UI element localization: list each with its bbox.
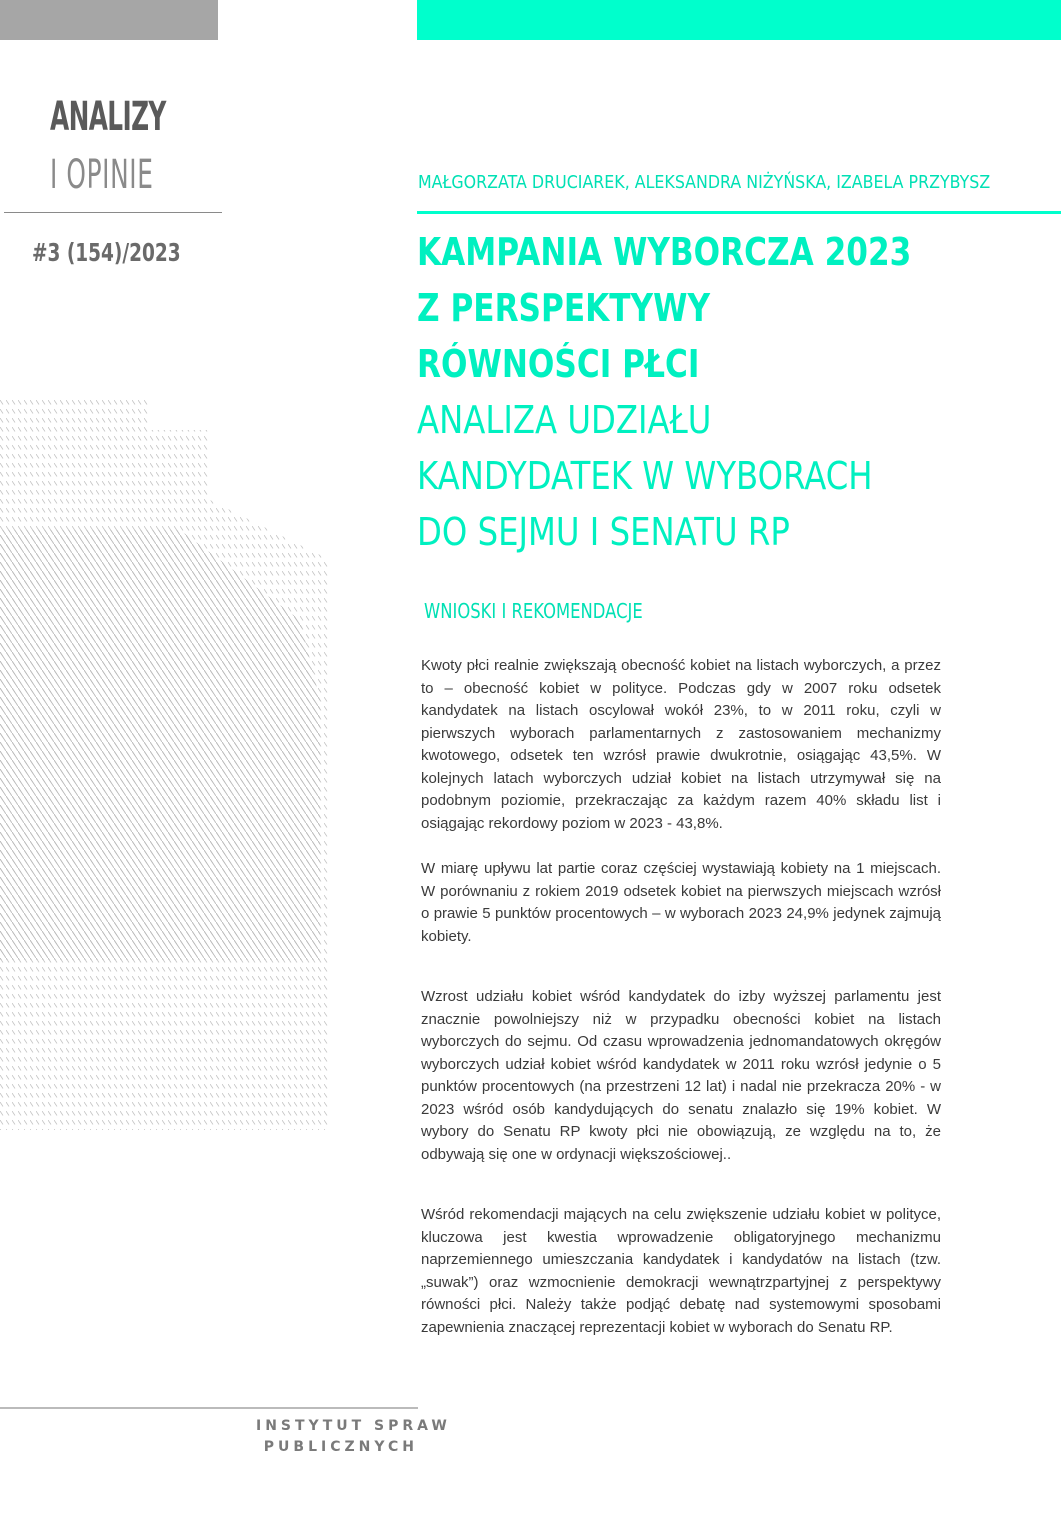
publisher-logo bbox=[256, 1416, 451, 1458]
paragraph: Kwoty płci realnie zwiększają obecność kobiet na listach wyborczych, a przez to – obecność kobiet w polityce. Podczas gdy w 2007 roku odsetek kandydatek na listach oscylował wokół 23%, to w 2011 roku, czyli w pierwszych wyborach parlamentarnych z zastosowaniem mechanizmy kwotowego, odsetek ten wzrósł prawie dwukrotnie, osiągając 43,5%. W kolejnych latach wyborczych udział kobiet na listach utrzymywał się na podobnym poziomie, przekraczając za każdym razem 40% składu list i osiągając rekordowy poziom w 2023 - 43,8%. bbox=[421, 657, 941, 832]
paragraph: Wzrost udziału kobiet wśród kandydatek do izby wyższej parlamentu jest znacznie powolniejszy niż w przypadku obecności kobiet na listach wyborczych do sejmu. Od czasu wprowadzenia jednomandatowych okręgów wyborczych udział kobiet wśród kandydatek w 2011 roku wzrósł jedynie o 5 punktów procentowych (na przestrzeni 12 lat) i nadal nie przekracza 20% - w 2023 wśród osób kandydujących do senatu znalazło się 19% kobiet. W wybory do Senatu RP kwoty płci nie obowiązują, ze względu na to, że odbywają się one w ordynacji większościowej.. bbox=[421, 988, 941, 1163]
subtitle-line: DO SEJMU I SENATU RP bbox=[417, 510, 790, 554]
publisher-line1: INSTYTUT SPRAW bbox=[256, 1418, 451, 1434]
title-line: KAMPANIA WYBORCZA 2023 bbox=[417, 230, 912, 274]
paragraph: W miarę upływu lat partie coraz częściej wystawiają kobiety na 1 miejscach. W porównaniu z rokiem 2019 odsetek kobiet na pierwszych miejscach wzrósł o prawie 5 punktów procentowych – w wyborach 2023 24,9% jedynek zajmują kobiety. bbox=[421, 860, 941, 945]
title-line: Z PERSPEKTYWY bbox=[417, 286, 711, 330]
paragraph: Wśród rekomendacji mających na celu zwiększenie udziału kobiet w polityce, kluczowa jest kwestia wprowadzenie obligatoryjnego mechanizmu naprzemiennego umieszczania kandydatek i kandydatów na listach (tzw. „suwak”) oraz wzmocnienie demokracji wewnątrzpartyjnej z perspektywy równości płci. Należy także podjąć debatę nad systemowymi sposobami zapewnienia znaczącej reprezentacji kobiet w wyborach do Senatu RP. bbox=[421, 1206, 941, 1336]
diagonal-line-pattern bbox=[0, 400, 335, 1130]
report-title bbox=[417, 224, 1037, 560]
publisher-line2: PUBLICZNYCH bbox=[263, 1439, 418, 1455]
left-divider bbox=[4, 212, 222, 213]
series-title-line2: I OPINIE bbox=[50, 152, 154, 198]
footer-divider bbox=[0, 1407, 418, 1409]
title-line: RÓWNOŚCI PŁCI bbox=[417, 342, 700, 386]
header-grey-bar bbox=[0, 0, 218, 40]
series-title-line1: ANALIZY bbox=[50, 94, 166, 140]
header-teal-bar bbox=[417, 0, 1061, 40]
title-divider bbox=[417, 211, 1061, 214]
section-heading: WNIOSKI I REKOMENDACJE bbox=[424, 599, 643, 623]
subtitle-line: KANDYDATEK W WYBORACH bbox=[417, 454, 873, 498]
issue-number: #3 (154)/2023 bbox=[32, 238, 181, 267]
subtitle-line: ANALIZA UDZIAŁU bbox=[417, 398, 712, 442]
series-title bbox=[50, 88, 166, 204]
authors: MAŁGORZATA DRUCIAREK, ALEKSANDRA NIŻYŃSKA, IZABELA PRZYBYSZ bbox=[418, 172, 991, 193]
body-text bbox=[421, 655, 941, 1339]
